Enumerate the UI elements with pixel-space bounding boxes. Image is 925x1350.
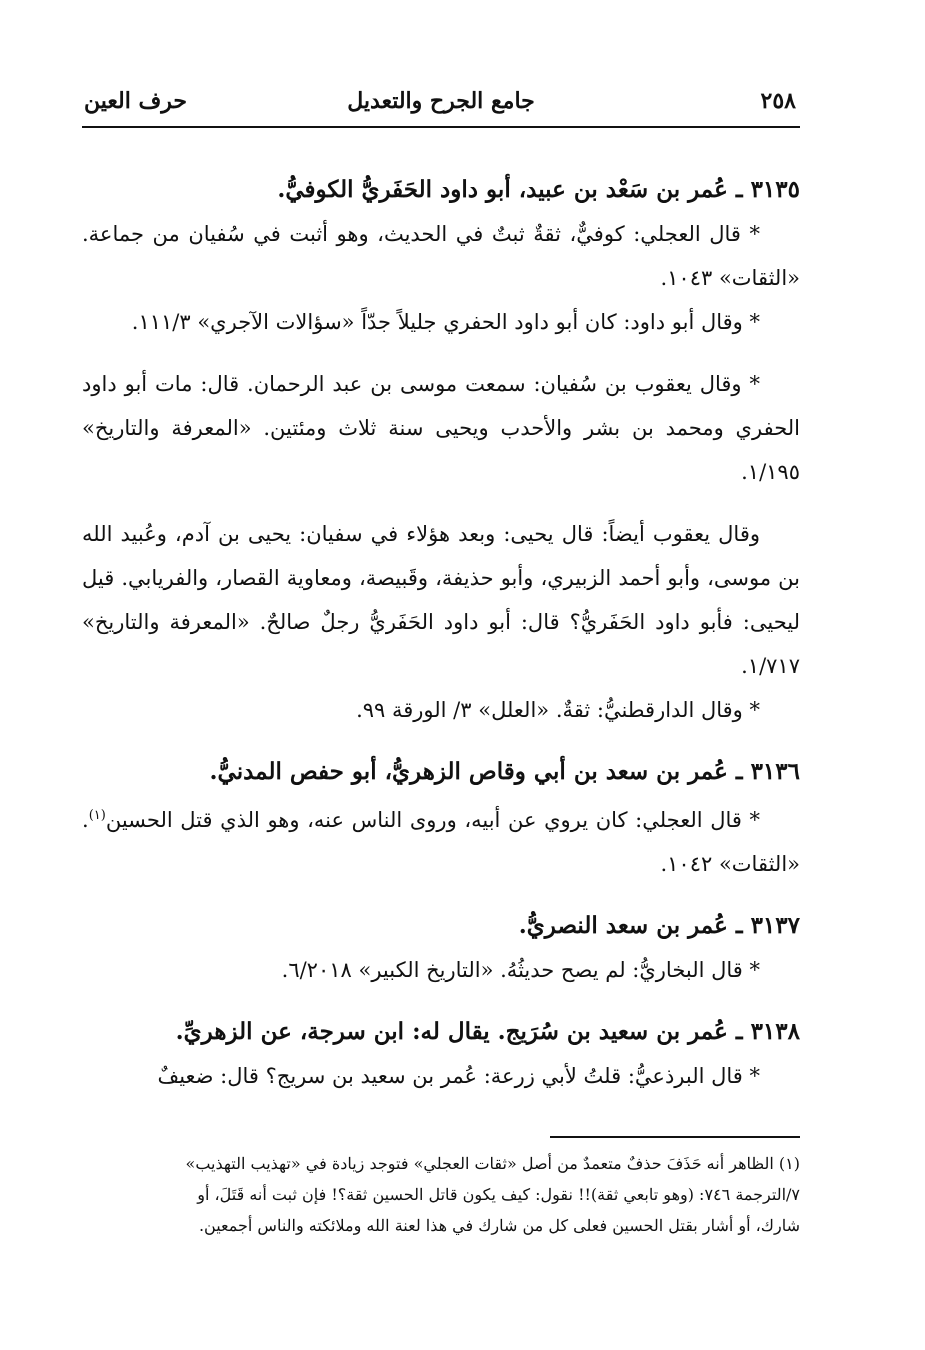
entry-3136-source: . «الثقات» ١٠٤٢. <box>82 808 800 876</box>
footnote-marker: (١) <box>88 808 106 823</box>
entry-3135-para-5: * وقال الدارقطنيُّ: ثقةٌ. «العلل» ٣/ الورقة ٩٩. <box>356 698 760 722</box>
entry-3135-para-2: * وقال أبو داود: كان أبو داود الحفري جليلاً جدّاً «سؤالات الآجري» ١١١/٣. <box>131 310 760 334</box>
entry-title-3137: ٣١٣٧ ـ عُمر بن سعد النصريُّ. <box>518 912 800 939</box>
footnote-line: (١) الظاهر أنه حَذَفَ حذفٌ متعمدٌ من أصل «ثقات العجلي» فتوجد زيادة في «تهذيب التهذيب» <box>185 1154 800 1173</box>
chapter-title: حرف العين <box>84 88 188 114</box>
footnote-line: شارك، أو أشار بقتل الحسين فعلى كل من شارك في هذا لعنة الله وملائكته والناس أجمعين. <box>198 1216 800 1235</box>
entry-3136-para-1 <box>82 794 800 886</box>
running-header <box>82 82 800 128</box>
entry-3138-para-1: * قال البرذعيُّ: قلتُ لأبي زرعة: عُمر بن سعيد بن سريج؟ قال: ضعيفٌ <box>157 1064 760 1088</box>
entry-3135-para-1: * قال العجلي: كوفيٌّ، ثقةٌ ثبتٌ في الحديث، وهو أثبت في سُفيان من جماعة. «الثقات» ١٠٤٣. <box>82 222 800 290</box>
entry-3135-para-3: * وقال يعقوب بن سُفيان: سمعت موسى بن عبد الرحمان. قال: مات أبو داود الحفري ومحمد بن بشر والأحدب ويحيى سنة ثلاث ومئتين. «المعرفة والتاريخ» ١/١٩٥. <box>82 372 800 484</box>
main-text <box>82 168 800 1098</box>
page-number: ٢٥٨ <box>760 88 796 114</box>
entry-title-3136: ٣١٣٦ ـ عُمر بن سعد بن أبي وقاص الزهريُّ، أبو حفص المدنيُّ. <box>209 758 800 785</box>
entry-title-3135: ٣١٣٥ ـ عُمر بن سَعْد بن عبيد، أبو داود الحَفَريُّ الكوفيُّ. <box>277 176 800 203</box>
entry-3136-text: * قال العجلي: كان يروي عن أبيه، وروى الناس عنه، وهو الذي قتل الحسين <box>105 808 760 832</box>
entry-3137-para-1: * قال البخاريُّ: لم يصح حديثُهُ. «التاريخ الكبير» ٦/٢٠١٨. <box>281 958 760 982</box>
footnote-separator <box>550 1136 800 1138</box>
entry-title-3138: ٣١٣٨ ـ عُمر بن سعيد بن سُرَيج. يقال له: ابن سرجة، عن الزهريِّ. <box>175 1018 800 1045</box>
footnote-line: ٧/الترجمة ٧٤٦: (وهو تابعي ثقة)!! نقول: كيف يكون قاتل الحسين ثقة؟! فإن ثبت أنه قَتَلَ، أو <box>197 1185 800 1204</box>
book-title: جامع الجرح والتعديل <box>347 88 535 114</box>
footnote <box>82 1148 800 1241</box>
entry-3135-para-4: وقال يعقوب أيضاً: قال يحيى: وبعد هؤلاء في سفيان: يحيى بن آدم، وعُبيد الله بن موسى، وأبو أحمد الزبيري، وأبو حذيفة، وقَبيصة، ومعاوية القصار، والفريابي. قيل ليحيى: فأبو داود الحَفَريُّ؟ قال: أبو داود الحَفَريُّ رجلٌ صالحٌ. «المعرفة والتاريخ» ١/٧١٧. <box>82 522 800 678</box>
